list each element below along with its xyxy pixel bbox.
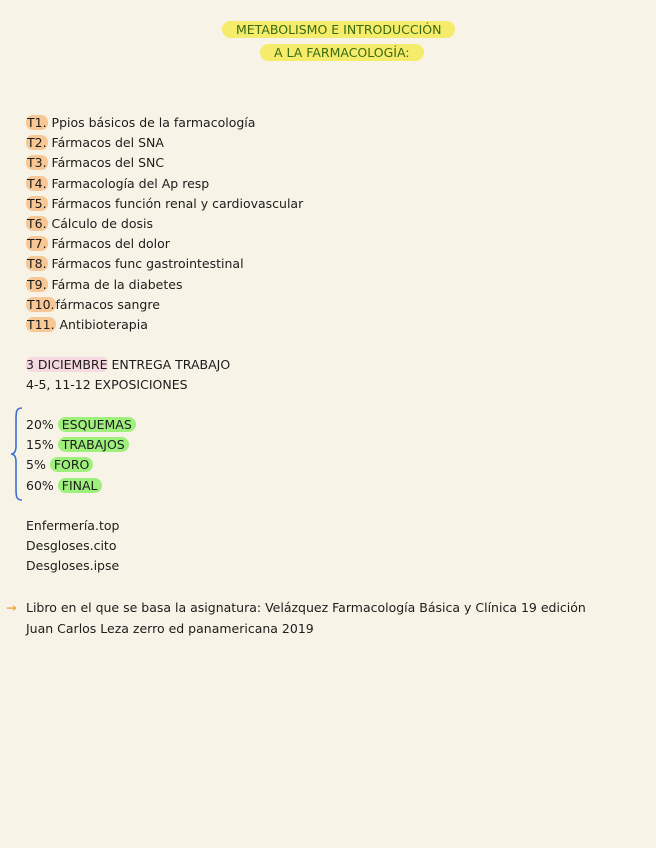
title-line-1: METABOLISMO E INTRODUCCIÓN: [222, 21, 455, 38]
book-text-1: Libro en el que se basa la asignatura: Velázquez Farmacología Básica y Clínica 19 edición: [26, 600, 586, 615]
resource-link: Enfermería.top: [26, 518, 120, 533]
curly-brace-icon: [10, 406, 24, 502]
dates-notes: [26, 355, 230, 395]
topic-item: [26, 315, 303, 335]
topic-code: T8.: [27, 256, 47, 272]
topic-text: Fármacos del dolor: [47, 236, 170, 252]
topic-item: [26, 153, 303, 173]
grade-item: [26, 455, 136, 475]
topic-item: [26, 133, 303, 153]
grade-item: [26, 476, 136, 496]
grade-item: [26, 415, 136, 435]
topic-code: T9.: [27, 276, 47, 292]
topic-text: Cálculo de dosis: [47, 216, 153, 232]
grade-percent: 5%: [26, 457, 46, 473]
grade-label: FORO: [50, 457, 94, 472]
delivery-note: [26, 355, 230, 375]
resource-links: [26, 516, 119, 577]
topic-item: [26, 275, 303, 295]
topic-code: T7.: [27, 236, 47, 252]
topic-text: Fármacos func gastrointestinal: [47, 256, 244, 272]
title-line-2: A LA FARMACOLOGÍA:: [260, 44, 424, 61]
presentations-note: 4-5, 11-12 EXPOSICIONES: [26, 377, 188, 393]
reference-book: [6, 598, 586, 639]
topic-item: [26, 234, 303, 254]
resource-link: Desgloses.ipse: [26, 558, 120, 574]
book-line-1: [6, 598, 586, 619]
topic-item: [26, 194, 303, 214]
delivery-date: 3 DICIEMBRE: [26, 357, 108, 372]
topic-text: Ppios básicos de la farmacología: [47, 115, 256, 130]
grade-percent: 15%: [26, 437, 54, 453]
topic-item: [26, 295, 303, 315]
arrow-right-icon: →: [6, 600, 17, 615]
topic-text: Antibioterapia: [55, 317, 148, 333]
topic-item: [26, 174, 303, 194]
topics-list: [26, 113, 303, 335]
grade-label: ESQUEMAS: [58, 417, 136, 432]
topic-text: Fárma de la diabetes: [47, 276, 183, 292]
book-line-2: Juan Carlos Leza zerro ed panamericana 2019: [26, 620, 314, 636]
topic-code: T1.: [27, 115, 47, 130]
topic-code: T4.: [27, 175, 47, 191]
topic-text: Fármacos del SNA: [47, 135, 164, 151]
topic-code: T6.: [27, 216, 47, 232]
grade-label: TRABAJOS: [58, 437, 129, 452]
resource-link: Desgloses.cito: [26, 538, 117, 554]
topic-code: T3.: [27, 155, 47, 171]
delivery-text: ENTREGA TRABAJO: [107, 357, 231, 372]
topic-item: [26, 254, 303, 274]
topic-text: Fármacos función renal y cardiovascular: [47, 195, 304, 211]
topic-text: fármacos sangre: [55, 296, 160, 312]
topic-item: [26, 214, 303, 234]
topic-code: T2.: [27, 135, 47, 151]
topic-text: Fármacos del SNC: [47, 155, 165, 171]
topic-item: [26, 113, 303, 133]
topic-code: T10.: [27, 296, 55, 312]
topic-text: Farmacología del Ap resp: [47, 175, 210, 191]
grade-percent: 60%: [26, 477, 54, 493]
grade-percent: 20%: [26, 417, 54, 432]
grade-item: [26, 435, 136, 455]
grading-list: [26, 415, 136, 496]
grade-label: FINAL: [58, 478, 102, 493]
topic-code: T5.: [27, 195, 47, 211]
topic-code: T11.: [27, 317, 55, 333]
